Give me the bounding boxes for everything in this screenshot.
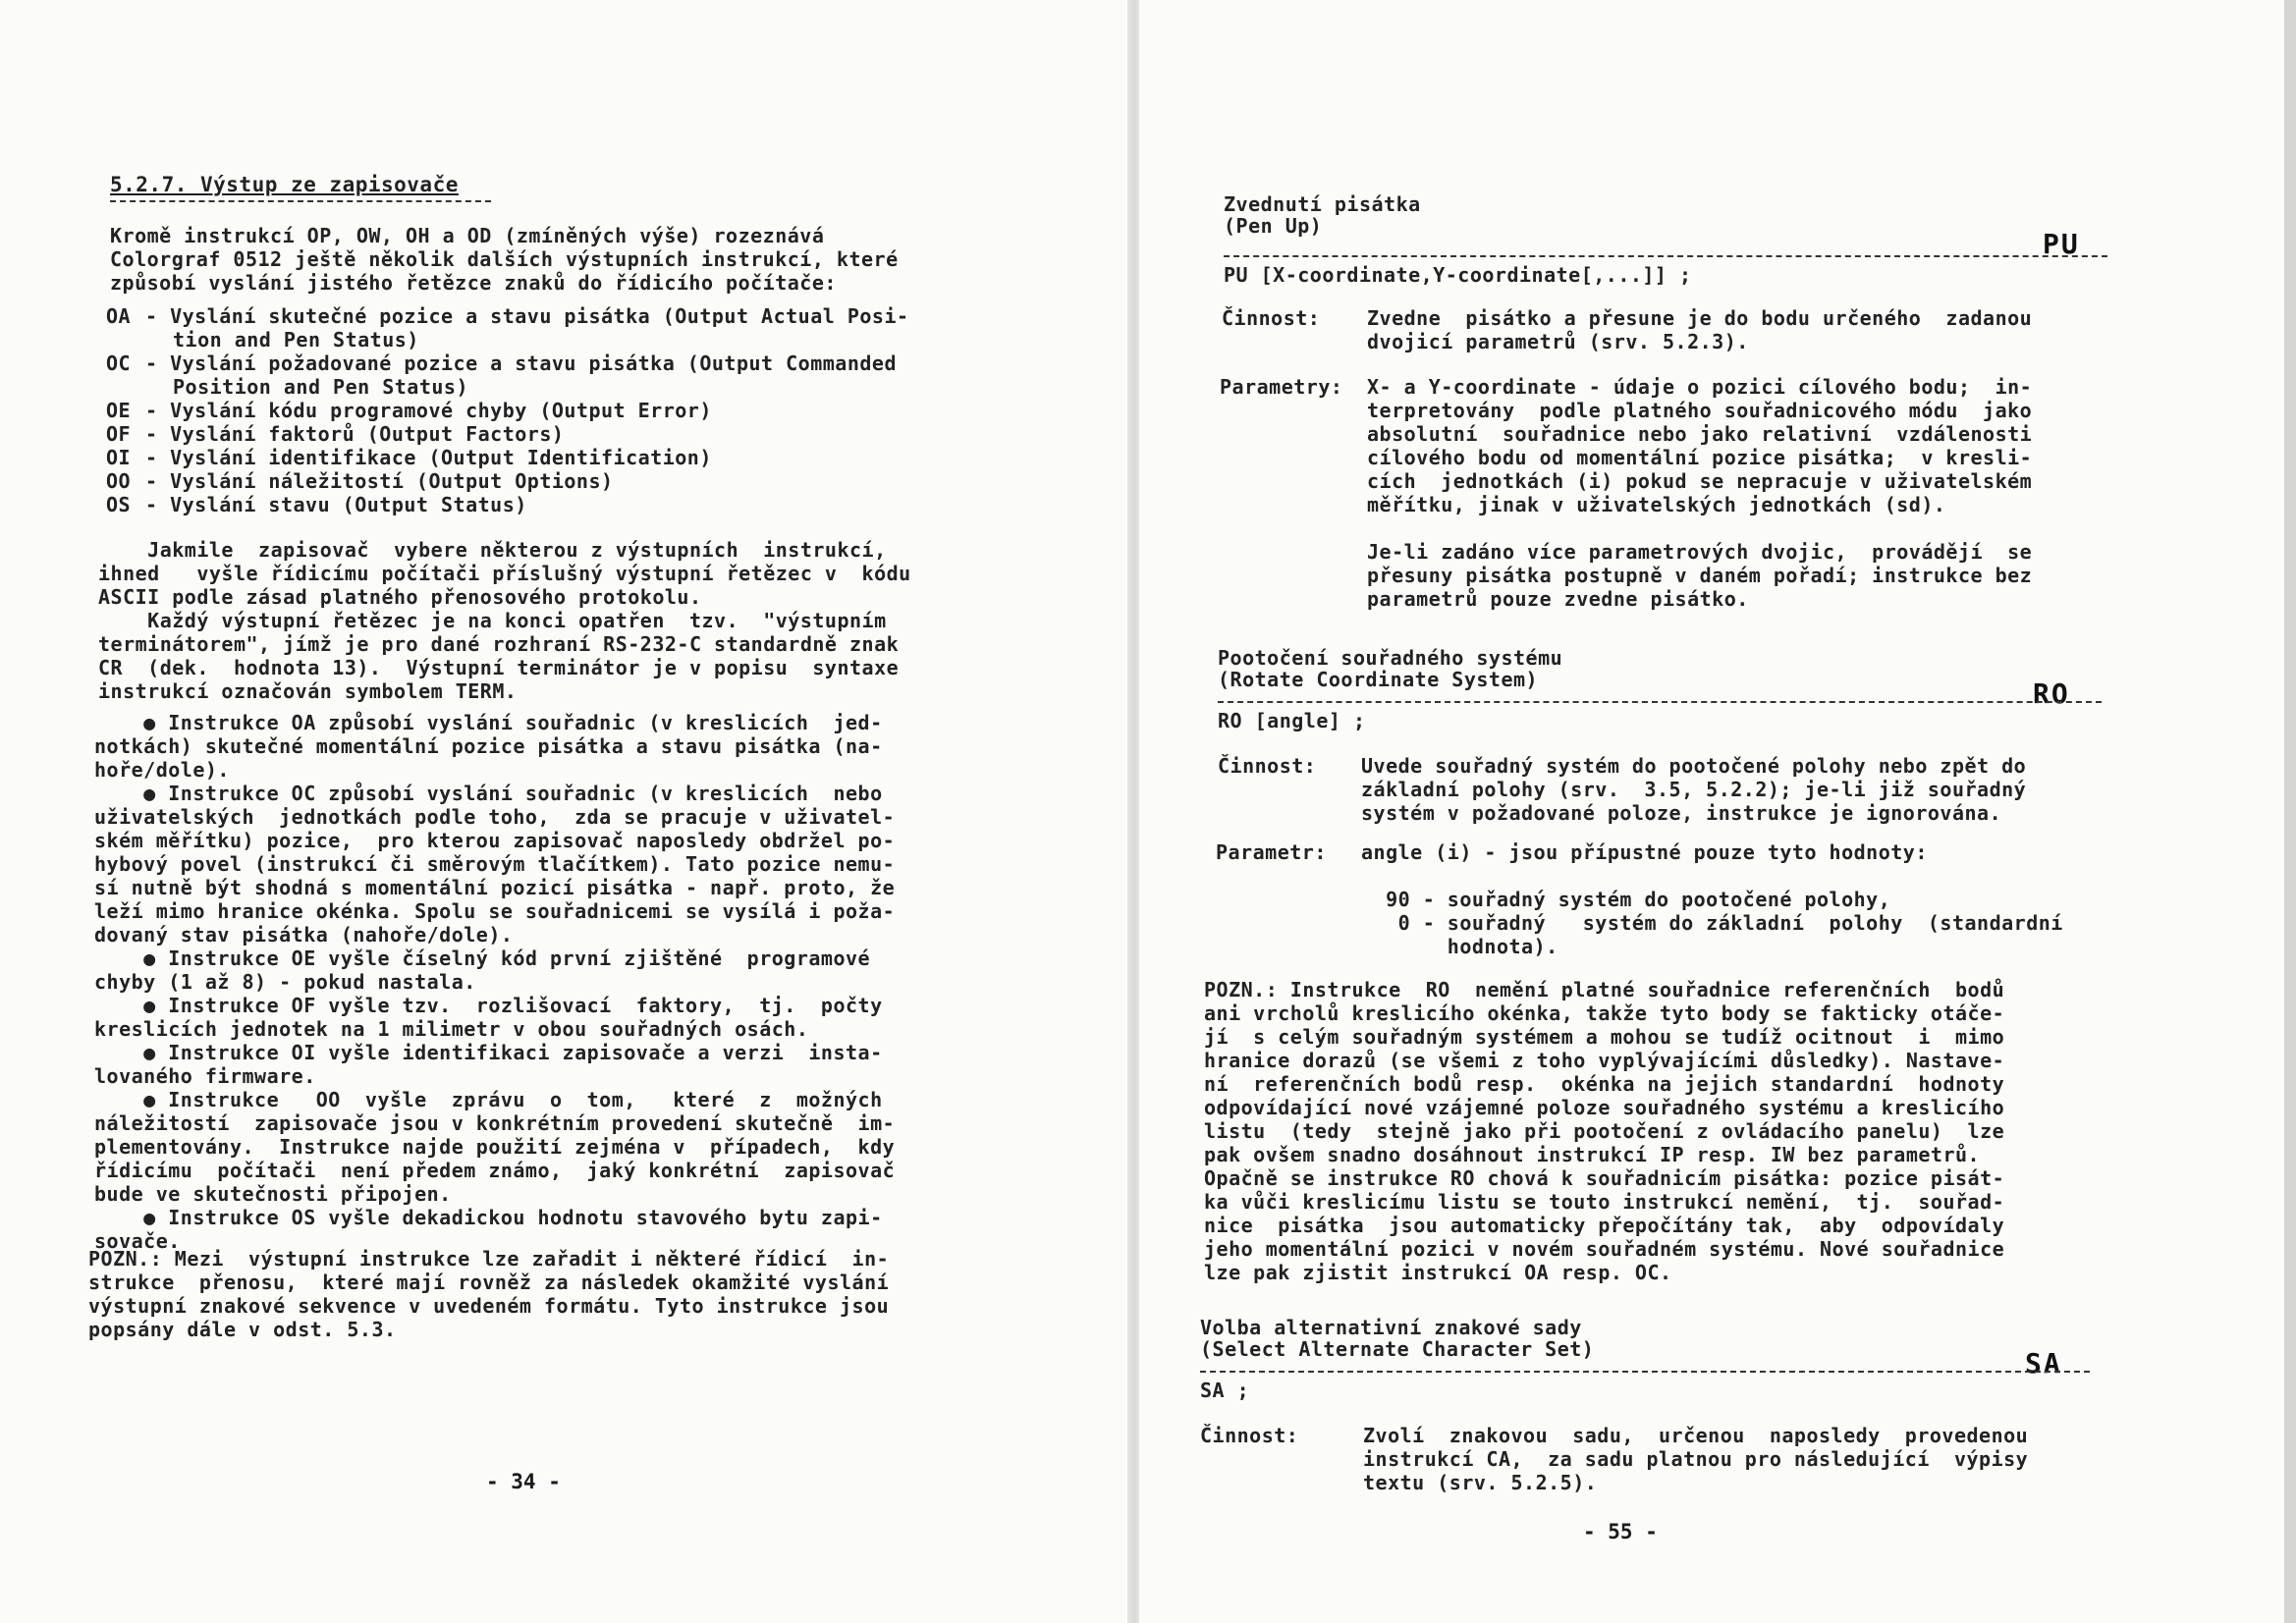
text-line: strukce přenosu, které mají rovněž za následek okamžité vyslání bbox=[88, 1271, 890, 1294]
left-page bbox=[0, 0, 1129, 1623]
text-line: hybový povel (instrukcí či směrovým tlačítkem). Tato pozice nemu- bbox=[94, 852, 896, 876]
sa-subtitle: (Select Alternate Character Set) bbox=[1200, 1337, 1595, 1361]
text-line: lze pak zjistit instrukcí OA resp. OC. bbox=[1204, 1261, 1672, 1284]
text-line: notkách) skutečné momentální pozice pisátka a stavu pisátka (na- bbox=[94, 734, 883, 758]
text-line: Zvedne pisátko a přesune je do bodu určeného zadanou bbox=[1367, 306, 2033, 330]
text-line: měřítku, jinak v uživatelských jednotkách (sd). bbox=[1367, 493, 1946, 516]
text-line: dovaný stav pisátka (nahoře/dole). bbox=[94, 923, 514, 947]
text-line: Každý výstupní řetězec je na konci opatřen tzv. "výstupním bbox=[98, 609, 887, 632]
text-line: lovaného firmware. bbox=[94, 1064, 316, 1088]
pu-subtitle: (Pen Up) bbox=[1224, 214, 1323, 238]
ro-action-label: Činnost: bbox=[1218, 754, 1317, 778]
text-line: angle (i) - jsou přípustné pouze tyto hodnoty: bbox=[1361, 840, 1928, 864]
text-line: základní polohy (srv. 3.5, 5.2.2); je-li již souřadný bbox=[1361, 778, 2027, 801]
pu-action-label: Činnost: bbox=[1222, 306, 1321, 330]
instruction-description: - Vyslání skutečné pozice a stavu pisátka (Output Actual Posi- bbox=[145, 304, 909, 328]
text-line: jí s celým souřadným systémem a mohou se tudíž ocitnout i mimo bbox=[1204, 1025, 2005, 1049]
text-line: řídicímu počítači není předem známo, jaký konkrétní zapisovač bbox=[94, 1159, 896, 1182]
page-number: - 55 - bbox=[1583, 1520, 1658, 1543]
text-line: hoře/dole). bbox=[94, 758, 230, 782]
text-line: odpovídající nové vzájemné poloze souřadného systému a kreslicího bbox=[1204, 1096, 2005, 1119]
text-line: popsány dále v odst. 5.3. bbox=[88, 1318, 397, 1341]
text-line: dvojicí parametrů (srv. 5.2.3). bbox=[1367, 330, 1749, 353]
pu-rule bbox=[1224, 255, 2107, 257]
text-line: leží mimo hranice okénka. Spolu se souřadnicemi se vysílá i poža- bbox=[94, 899, 896, 923]
text-line: parametrů pouze zvedne pisátko. bbox=[1367, 587, 1749, 611]
text-line: sovače. bbox=[94, 1229, 181, 1253]
pu-syntax: PU [X-coordinate,Y-coordinate[,...]] ; bbox=[1224, 263, 1692, 287]
text-line: bude ve skutečnosti připojen. bbox=[94, 1182, 452, 1206]
text-line: ihned vyšle řídicímu počítači příslušný výstupní řetězec v kódu bbox=[98, 562, 911, 585]
text-line: Uvede souřadný systém do pootočené polohy nebo zpět do bbox=[1361, 754, 2027, 778]
pu-title: Zvednutí pisátka bbox=[1224, 192, 1421, 216]
text-line: cílového bodu od momentální pozice pisátka; v kresli- bbox=[1367, 446, 2033, 469]
ro-title: Pootočení souřadného systému bbox=[1218, 646, 1563, 670]
text-line: Je-li zadáno více parametrových dvojic, provádějí se bbox=[1367, 540, 2033, 564]
instruction-description: - Vyslání identifikace (Output Identification) bbox=[145, 446, 712, 469]
instruction-description-cont: tion and Pen Status) bbox=[173, 328, 419, 352]
text-line: výstupní znakové sekvence v uvedeném formátu. Tyto instrukce jsou bbox=[88, 1294, 890, 1318]
text-line: X- a Y-coordinate - údaje o pozici cílového bodu; in- bbox=[1367, 375, 2033, 399]
ro-syntax: RO [angle] ; bbox=[1218, 709, 1366, 732]
text-line: uživatelských jednotkách podle toho, zda se pracuje v uživatel- bbox=[94, 805, 896, 829]
text-line: Kromě instrukcí OP, OW, OH a OD (zmíněných výše) rozeznává bbox=[110, 224, 825, 247]
text-line: způsobí vyslání jistého řetězce znaků do řídicího počítače: bbox=[110, 271, 837, 295]
text-line: hranice dorazů (se všemi z toho vyplývajícími důsledky). Nastave- bbox=[1204, 1049, 2005, 1072]
text-line: ASCII podle zásad platného přenosového protokolu. bbox=[98, 585, 702, 609]
instruction-description: - Vyslání náležitostí (Output Options) bbox=[145, 469, 614, 493]
instruction-description: - Vyslání kódu programové chyby (Output Error) bbox=[145, 399, 712, 422]
text-line: hodnota). bbox=[1361, 935, 1558, 958]
text-line: systém v požadované poloze, instrukce je ignorována. bbox=[1361, 801, 2002, 825]
instruction-code: OS bbox=[106, 493, 132, 516]
ro-rule bbox=[1218, 701, 2102, 703]
text-line: ském měřítku) pozice, pro kterou zapisovač naposledy obdržel po- bbox=[94, 829, 896, 852]
ro-params-label: Parametr: bbox=[1216, 840, 1327, 864]
text-line: ● Instrukce OI vyšle identifikaci zapisovače a verzi insta- bbox=[94, 1041, 883, 1064]
text-line: jeho momentální pozici v novém souřadném systému. Nové souřadnice bbox=[1204, 1237, 2005, 1261]
text-line: textu (srv. 5.2.5). bbox=[1363, 1471, 1598, 1494]
text-line: 0 - souřadný systém do základní polohy (standardní bbox=[1361, 911, 2063, 935]
text-line: Jakmile zapisovač vybere některou z výstupních instrukcí, bbox=[98, 538, 887, 562]
instruction-code: OI bbox=[106, 446, 132, 469]
text-line: instrukcí CA, za sadu platnou pro následující výpisy bbox=[1363, 1447, 2029, 1471]
instruction-code: OA bbox=[106, 304, 132, 328]
page-number: - 34 - bbox=[486, 1470, 561, 1493]
text-line: POZN.: Mezi výstupní instrukce lze zařadit i některé řídicí in- bbox=[88, 1247, 890, 1271]
text-line: terpretovány podle platného souřadnicového módu jako bbox=[1367, 399, 2033, 422]
pu-mnemonic: PU bbox=[2043, 228, 2080, 260]
pu-params-label: Parametry: bbox=[1220, 375, 1343, 399]
page-edge bbox=[2284, 0, 2296, 1623]
sa-action-label: Činnost: bbox=[1200, 1424, 1299, 1447]
ro-mnemonic: RO bbox=[2033, 677, 2070, 710]
heading-rule bbox=[110, 200, 491, 202]
text-line: sí nutně být shodná s momentální pozicí pisátka - např. proto, že bbox=[94, 876, 896, 899]
sa-rule bbox=[1200, 1371, 2090, 1373]
text-line: ani vrcholů kreslicího okénka, takže tyto body se fakticky otáče- bbox=[1204, 1001, 2005, 1025]
text-line: ● Instrukce OA způsobí vyslání souřadnic (v kreslicích jed- bbox=[94, 711, 883, 734]
instruction-code: OO bbox=[106, 469, 132, 493]
instruction-description-cont: Position and Pen Status) bbox=[173, 375, 468, 399]
text-line: ● Instrukce OF vyšle tzv. rozlišovací faktory, tj. počty bbox=[94, 994, 883, 1017]
text-line: ka vůči kreslicímu listu se touto instrukcí nemění, tj. souřad- bbox=[1204, 1190, 2005, 1214]
text-line: ● Instrukce OO vyšle zprávu o tom, které z možných bbox=[94, 1088, 883, 1111]
text-line: POZN.: Instrukce RO nemění platné souřadnice referenčních bodů bbox=[1204, 978, 2005, 1001]
text-line: plementovány. Instrukce najde použití zejména v případech, kdy bbox=[94, 1135, 896, 1159]
text-line: ● Instrukce OS vyšle dekadickou hodnotu stavového bytu zapi- bbox=[94, 1206, 883, 1229]
sa-mnemonic: SA bbox=[2025, 1347, 2062, 1380]
text-line: Zvolí znakovou sadu, určenou naposledy provedenou bbox=[1363, 1424, 2029, 1447]
instruction-description: - Vyslání faktorů (Output Factors) bbox=[145, 422, 565, 446]
sa-title: Volba alternativní znakové sady bbox=[1200, 1316, 1582, 1339]
instruction-description: - Vyslání požadované pozice a stavu pisátka (Output Commanded bbox=[145, 352, 898, 375]
text-line: náležitostí zapisovače jsou v konkrétním provedení skutečně im- bbox=[94, 1111, 896, 1135]
text-line: Opačně se instrukce RO chová k souřadnicím pisátka: pozice pisát- bbox=[1204, 1166, 2005, 1190]
right-page bbox=[1139, 0, 2296, 1623]
instruction-code: OF bbox=[106, 422, 132, 446]
text-line: terminátorem", jímž je pro dané rozhraní RS-232-C standardně znak bbox=[98, 632, 900, 656]
text-line: přesuny pisátka postupně v daném pořadí; instrukce bez bbox=[1367, 564, 2033, 587]
instruction-code: OE bbox=[106, 399, 132, 422]
text-line: listu (tedy stejně jako při pootočení z ovládacího panelu) lze bbox=[1204, 1119, 2005, 1143]
instruction-description: - Vyslání stavu (Output Status) bbox=[145, 493, 527, 516]
text-line: pak ovšem snadno dosáhnout instrukcí IP resp. IW bez parametrů. bbox=[1204, 1143, 1981, 1166]
sa-syntax: SA ; bbox=[1200, 1379, 1250, 1402]
ro-subtitle: (Rotate Coordinate System) bbox=[1218, 668, 1539, 691]
instruction-code: OC bbox=[106, 352, 132, 375]
text-line: ● Instrukce OC způsobí vyslání souřadnic (v kreslicích nebo bbox=[94, 782, 883, 805]
text-line: absolutní souřadnice nebo jako relativní vzdálenosti bbox=[1367, 422, 2033, 446]
text-line: kreslicích jednotek na 1 milimetr v obou souřadných osách. bbox=[94, 1017, 809, 1041]
text-line: instrukcí označován symbolem TERM. bbox=[98, 679, 518, 703]
text-line: chyby (1 až 8) - pokud nastala. bbox=[94, 970, 476, 994]
text-line: cích jednotkách (i) pokud se nepracuje v uživatelském bbox=[1367, 469, 2033, 493]
section-heading: 5.2.7. Výstup ze zapisovače bbox=[110, 173, 459, 196]
text-line: 90 - souřadný systém do pootočené polohy, bbox=[1361, 888, 1891, 911]
text-line: nice pisátka jsou automaticky přepočítány tak, aby odpovídaly bbox=[1204, 1214, 2005, 1237]
text-line: Colorgraf 0512 ještě několik dalších výstupních instrukcí, které bbox=[110, 247, 899, 271]
text-line: ● Instrukce OE vyšle číselný kód první zjištěné programové bbox=[94, 947, 871, 970]
text-line: ní referenčních bodů resp. okénka na jejich standardní hodnoty bbox=[1204, 1072, 2005, 1096]
text-line: CR (dek. hodnota 13). Výstupní terminátor je v popisu syntaxe bbox=[98, 656, 900, 679]
